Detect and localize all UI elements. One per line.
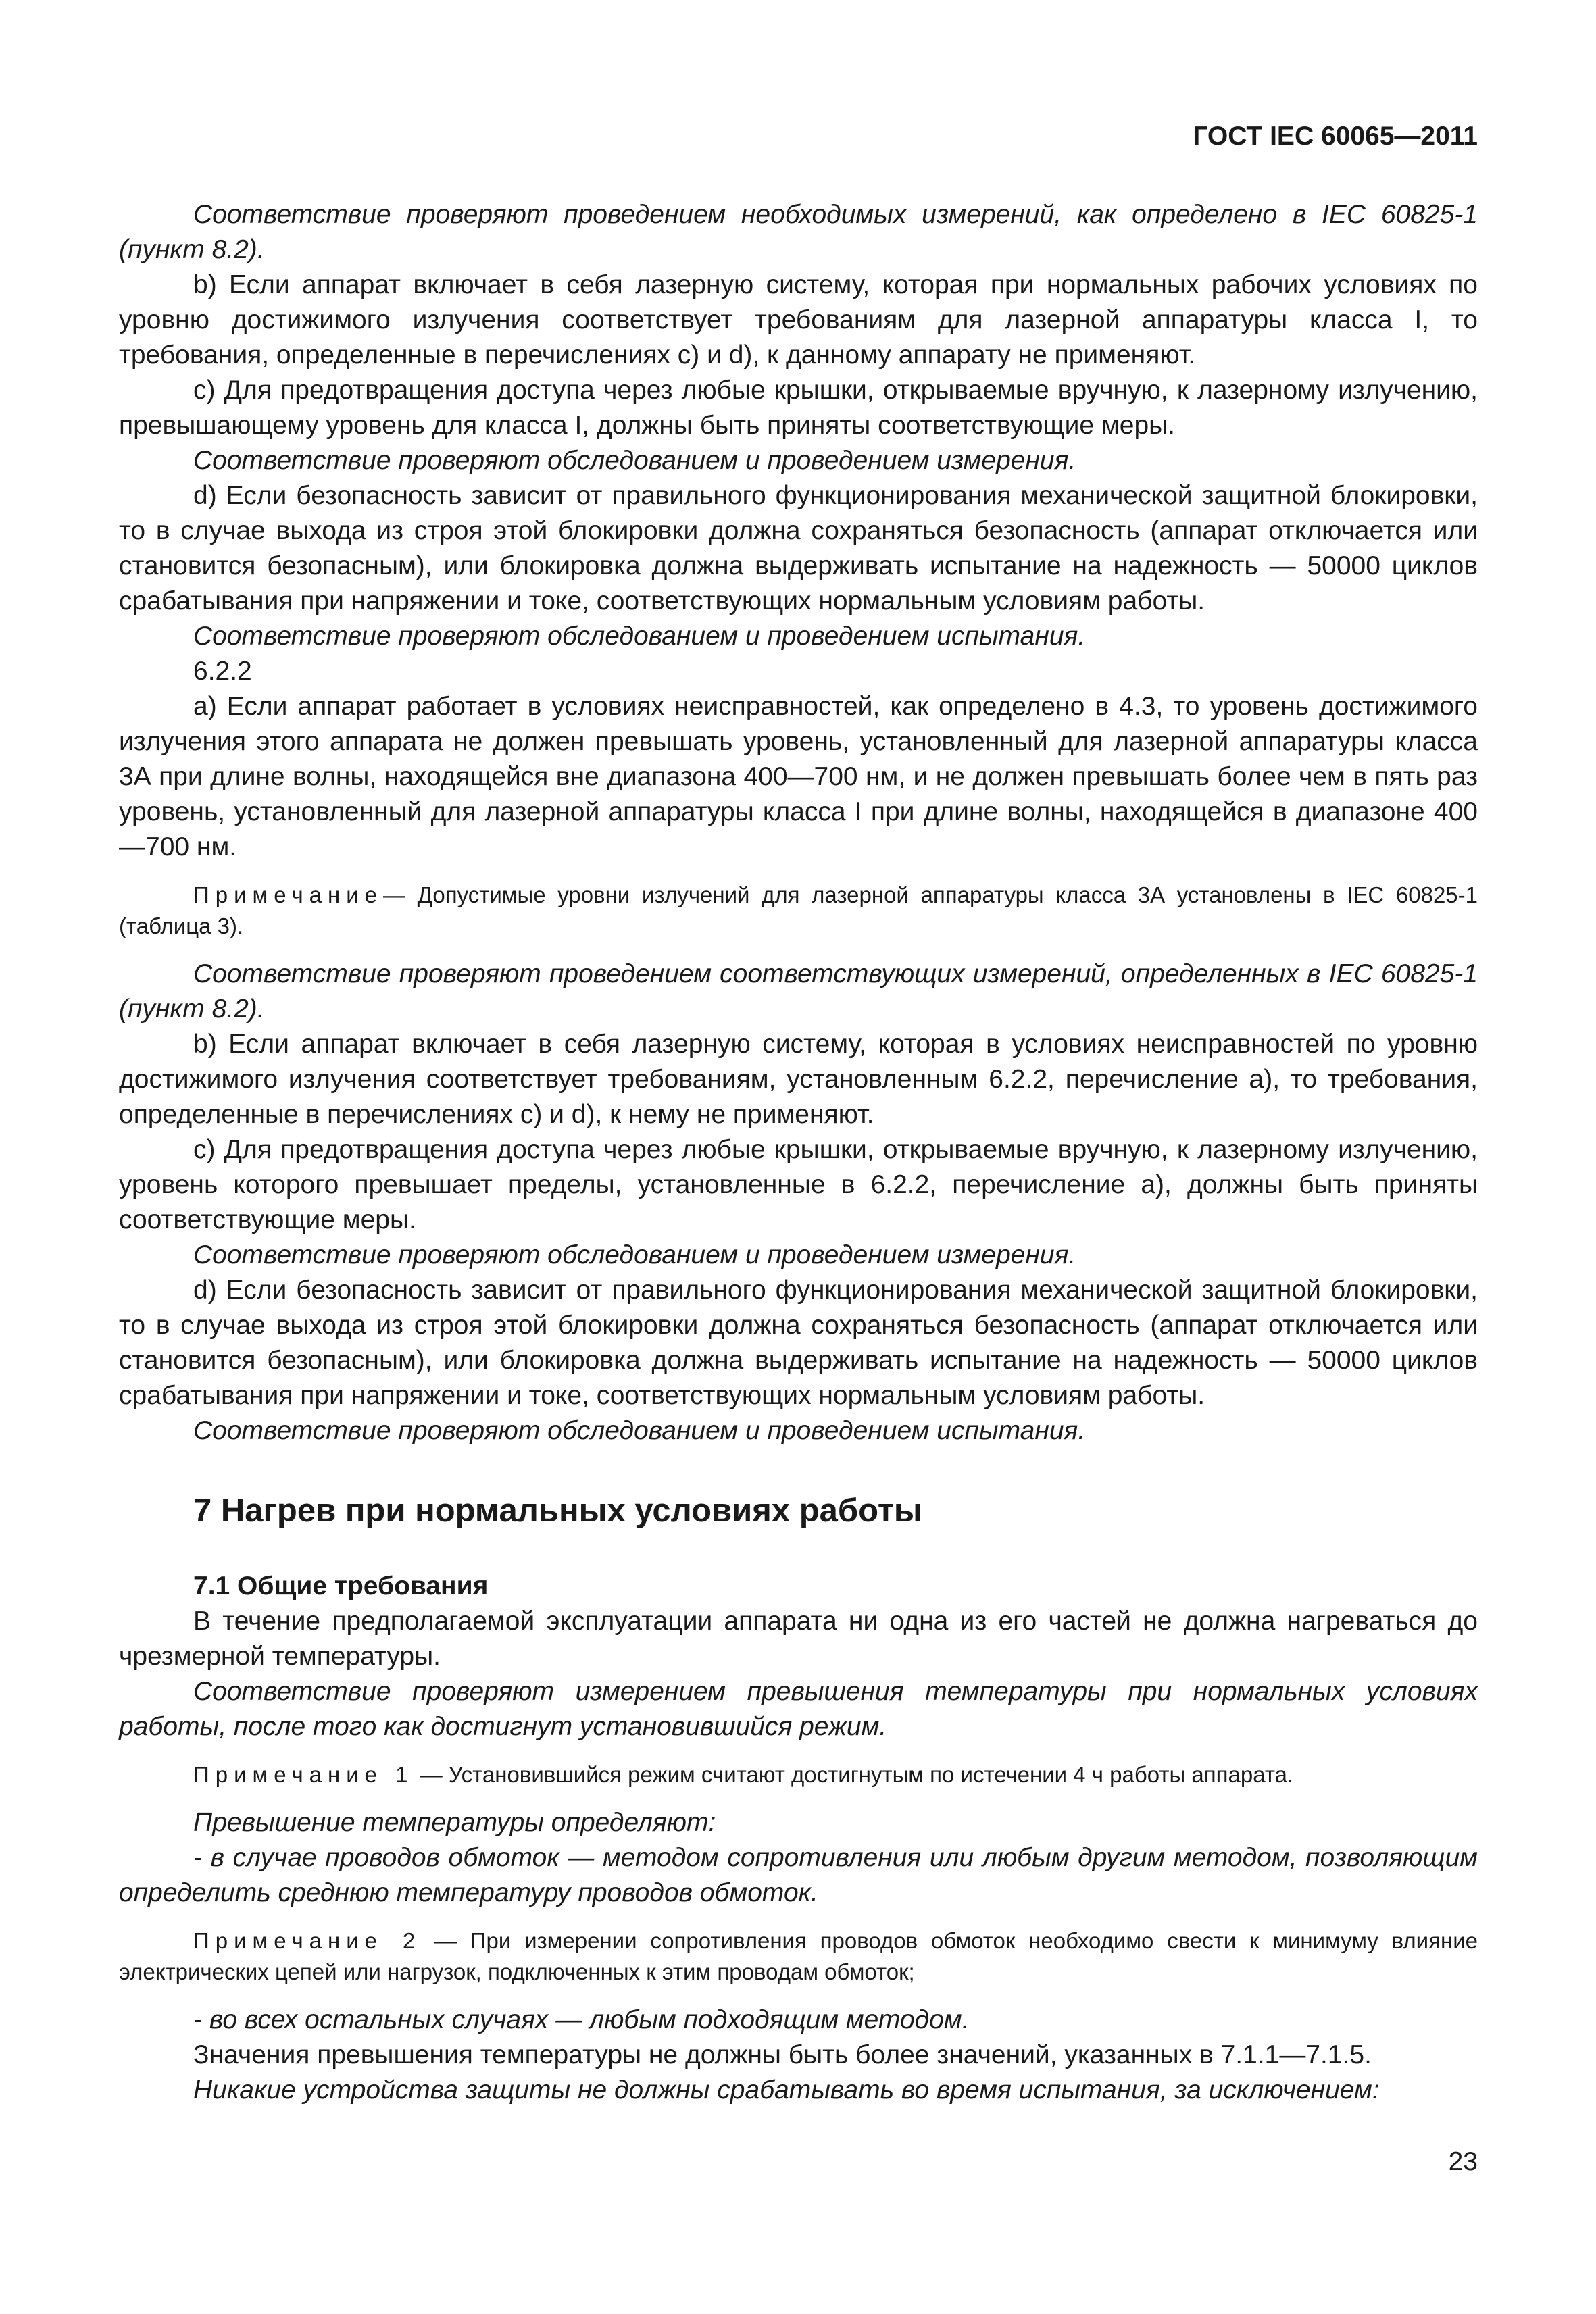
document-header: ГОСТ IEC 60065—2011 bbox=[1193, 122, 1478, 151]
note-label: Примечание 2 bbox=[193, 1928, 422, 1953]
page-content bbox=[119, 197, 1478, 2108]
note-label: Примечание 1 bbox=[193, 1762, 414, 1787]
paragraph: d) Если безопасность зависит от правильного функционирования механической защитной блокировки, то в случае выхода из строя этой блокировки должна сохраняться безопасность (аппарат отключается или становится безопасным), или блокировка должна выдерживать испытание на надежность — 50000 циклов срабатывания при напряжении и токе, соответствующих нормальным условиям работы. bbox=[119, 1276, 1478, 1410]
note bbox=[119, 880, 1478, 942]
note-text: — При измерении сопротивления проводов обмоток необходимо свести к минимуму влияние электрических цепей или нагрузок, подключенных к этим проводам обмоток; bbox=[119, 1928, 1478, 1984]
paragraph: d) Если безопасность зависит от правильного функционирования механической защитной блокировки, то в случае выхода из строя этой блокировки должна сохраняться безопасность (аппарат отключается или становится безопасным), или блокировка должна выдерживать испытание на надежность — 50000 циклов срабатывания при напряжении и токе, соответствующих нормальным условиям работы. bbox=[119, 481, 1478, 615]
subsection-heading: 7.1 Общие требования bbox=[193, 1571, 489, 1601]
paragraph: а) Если аппарат работает в условиях неисправностей, как определено в 4.3, то уровень достижимого излучения этого аппарата не должен превышать уровень, установленный для лазерной аппаратуры класса 3А при длине волны, находящейся вне диапазона 400—700 нм, и не должен превышать более чем в пять раз уровень, установленный для лазерной аппаратуры класса I при длине волны, находящейся в диапазоне 400—700 нм. bbox=[119, 692, 1478, 861]
paragraph: Превышение температуры определяют: bbox=[193, 1808, 716, 1837]
section-heading: 7 Нагрев при нормальных условиях работы bbox=[193, 1492, 922, 1529]
paragraph: Соответствие проверяют обследованием и проведением измерения. bbox=[193, 446, 1076, 475]
paragraph: с) Для предотвращения доступа через любые крышки, открываемые вручную, к лазерному излучению, превышающему уровень для класса I, должны быть приняты соответствующие меры. bbox=[119, 376, 1478, 440]
paragraph: В течение предполагаемой эксплуатации аппарата ни одна из его частей не должна нагреваться до чрезмерной температуры. bbox=[119, 1607, 1478, 1671]
note bbox=[119, 1926, 1478, 1988]
paragraph: с) Для предотвращения доступа через любые крышки, открываемые вручную, к лазерному излучению, уровень которого превышает пределы, установленные в 6.2.2, перечисление а), должны быть приняты соответствующие меры. bbox=[119, 1135, 1478, 1234]
paragraph: Соответствие проверяют обследованием и проведением испытания. bbox=[193, 622, 1086, 651]
paragraph: Соответствие проверяют обследованием и проведением испытания. bbox=[193, 1416, 1086, 1445]
note-text: — Установившийся режим считают достигнутым по истечении 4 ч работы аппарата. bbox=[420, 1762, 1294, 1787]
clause-number: 6.2.2 bbox=[193, 657, 252, 686]
paragraph: Соответствие проверяют проведением соответствующих измерений, определенных в IEC 60825-1 (пункт 8.2). bbox=[119, 959, 1478, 1024]
note-label: Примечание bbox=[193, 882, 384, 907]
paragraph: b) Если аппарат включает в себя лазерную систему, которая при нормальных рабочих условиях по уровню достижимого излучения соответствует требованиям для лазерной аппаратуры класса I, то требования, определенные в перечислениях с) и d), к данному аппарату не применяют. bbox=[119, 270, 1478, 370]
paragraph: - во всех остальных случаях — любым подходящим методом. bbox=[193, 2005, 970, 2034]
paragraph: b) Если аппарат включает в себя лазерную систему, которая в условиях неисправностей по уровню достижимого излучения соответствует требованиям, установленным 6.2.2, перечисление а), то требования, определенные в перечислениях с) и d), к нему не применяют. bbox=[119, 1030, 1478, 1129]
paragraph: Соответствие проверяют проведением необходимых измерений, как определено в IEC 60825-1 (пункт 8.2). bbox=[119, 200, 1478, 264]
paragraph: Никакие устройства защиты не должны срабатывать во время испытания, за исключением: bbox=[193, 2076, 1380, 2105]
note bbox=[119, 1759, 1478, 1790]
page-number: 23 bbox=[1448, 2147, 1478, 2176]
paragraph: Значения превышения температуры не должны быть более значений, указанных в 7.1.1—7.1.5. bbox=[193, 2040, 1372, 2069]
paragraph: Соответствие проверяют измерением превышения температуры при нормальных условиях работы, после того как достигнут установившийся режим. bbox=[119, 1677, 1478, 1741]
paragraph: - в случае проводов обмоток — методом сопротивления или любым другим методом, позволяющим определить среднюю температуру проводов обмоток. bbox=[119, 1843, 1478, 1907]
note-text: — Допустимые уровни излучений для лазерной аппаратуры класса 3А установлены в IEC 60825-1 (таблица 3). bbox=[119, 882, 1478, 938]
paragraph: Соответствие проверяют обследованием и проведением измерения. bbox=[193, 1240, 1076, 1269]
